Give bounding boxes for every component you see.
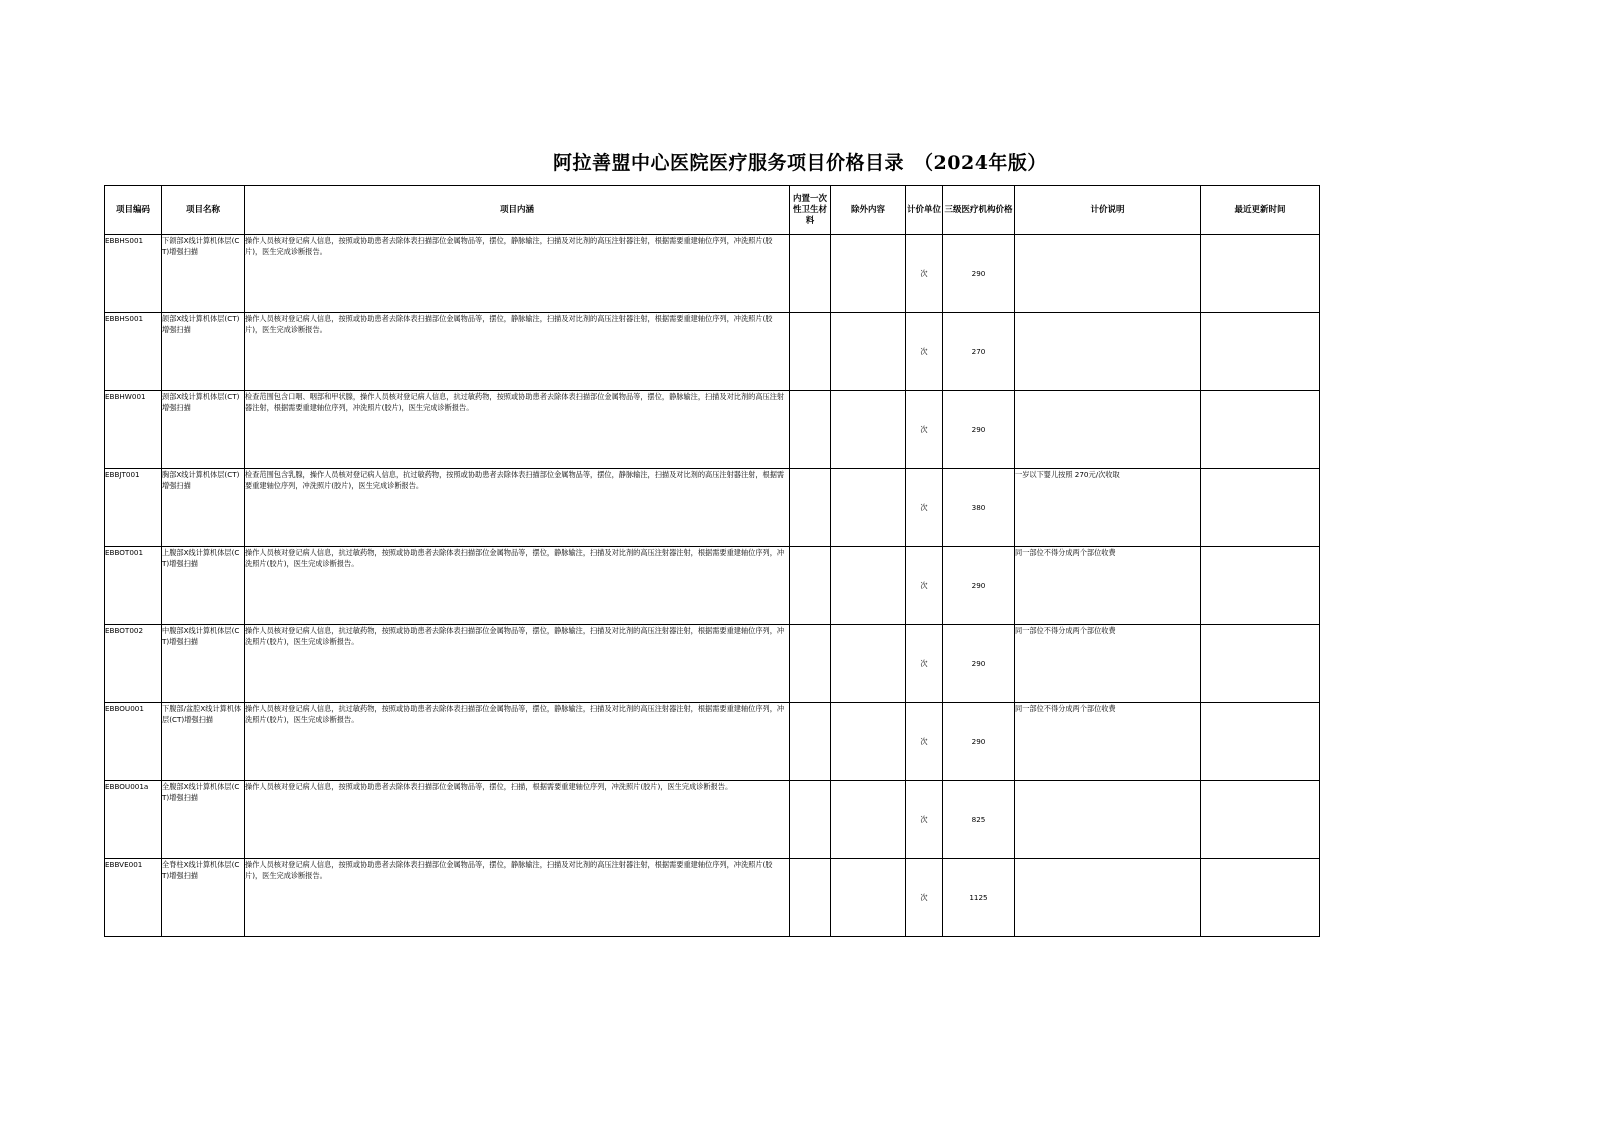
cell-content: 检查范围包含乳腺，操作人员核对登记病人信息，抗过敏药物，按照或协助患者去除体表扫描部位金属物品等，摆位，静脉输注，扫描及对比剂的高压注射器注射，根据需要重建轴位序列，冲洗照片(胶片)，医生完成诊断报告。 — [245, 469, 790, 547]
cell-content: 操作人员核对登记病人信息，抗过敏药物，按照或协助患者去除体表扫描部位金属物品等，摆位，静脉输注，扫描及对比剂的高压注射器注射，根据需要重建轴位序列，冲洗照片(胶片)，医生完成诊断报告。 — [245, 625, 790, 703]
header-exclusion: 除外内容 — [831, 186, 906, 235]
cell-unit: 次 — [906, 313, 943, 391]
table-header-row — [105, 186, 1320, 235]
cell-unit: 次 — [906, 391, 943, 469]
cell-updated — [1201, 235, 1320, 313]
cell-code: EBBJT001 — [105, 469, 162, 547]
cell-code: EBBOU001a — [105, 781, 162, 859]
cell-disposable — [790, 391, 831, 469]
cell-note — [1015, 391, 1201, 469]
cell-content: 操作人员核对登记病人信息，按照或协助患者去除体表扫描部位金属物品等，摆位，静脉输注，扫描及对比剂的高压注射器注射，根据需要重建轴位序列，冲洗照片(胶片)，医生完成诊断报告。 — [245, 859, 790, 937]
cell-updated — [1201, 547, 1320, 625]
price-table — [104, 185, 1320, 937]
header-price: 三级医疗机构价格 — [943, 186, 1015, 235]
table-row — [105, 391, 1320, 469]
cell-name: 中腹部X线计算机体层(CT)增强扫描 — [162, 625, 245, 703]
cell-disposable — [790, 859, 831, 937]
cell-exclusion — [831, 625, 906, 703]
table-row — [105, 703, 1320, 781]
cell-price: 1125 — [943, 859, 1015, 937]
cell-content: 操作人员核对登记病人信息，抗过敏药物，按照或协助患者去除体表扫描部位金属物品等，摆位，静脉输注，扫描及对比剂的高压注射器注射，根据需要重建轴位序列，冲洗照片(胶片)，医生完成诊断报告。 — [245, 547, 790, 625]
cell-price: 290 — [943, 547, 1015, 625]
cell-price: 380 — [943, 469, 1015, 547]
table-row — [105, 469, 1320, 547]
cell-unit: 次 — [906, 625, 943, 703]
table-row — [105, 625, 1320, 703]
cell-name: 颈部X线计算机体层(CT)增强扫描 — [162, 391, 245, 469]
cell-unit: 次 — [906, 781, 943, 859]
cell-code: EBBHS001 — [105, 235, 162, 313]
cell-exclusion — [831, 469, 906, 547]
cell-disposable — [790, 235, 831, 313]
cell-disposable — [790, 625, 831, 703]
table-row — [105, 313, 1320, 391]
header-name: 项目名称 — [162, 186, 245, 235]
cell-disposable — [790, 703, 831, 781]
cell-updated — [1201, 781, 1320, 859]
cell-price: 270 — [943, 313, 1015, 391]
cell-code: EBBHW001 — [105, 391, 162, 469]
cell-name: 全腹部X线计算机体层(CT)增强扫描 — [162, 781, 245, 859]
cell-note — [1015, 781, 1201, 859]
cell-price: 825 — [943, 781, 1015, 859]
cell-content: 操作人员核对登记病人信息，按照或协助患者去除体表扫描部位金属物品等，摆位，静脉输注，扫描及对比剂的高压注射器注射，根据需要重建轴位序列，冲洗照片(胶片)，医生完成诊断报告。 — [245, 235, 790, 313]
cell-note: 一岁以下婴儿按照 270元/次收取 — [1015, 469, 1201, 547]
header-unit: 计价单位 — [906, 186, 943, 235]
document-title: 阿拉善盟中心医院医疗服务项目价格目录 （2024年版） — [553, 152, 1047, 174]
cell-name: 下腹部/盆腔X线计算机体层(CT)增强扫描 — [162, 703, 245, 781]
cell-price: 290 — [943, 391, 1015, 469]
cell-note: 同一部位不得分成两个部位收费 — [1015, 625, 1201, 703]
cell-disposable — [790, 781, 831, 859]
cell-exclusion — [831, 781, 906, 859]
cell-unit: 次 — [906, 469, 943, 547]
cell-content: 操作人员核对登记病人信息，按照或协助患者去除体表扫描部位金属物品等，摆位，静脉输注，扫描及对比剂的高压注射器注射，根据需要重建轴位序列，冲洗照片(胶片)，医生完成诊断报告。 — [245, 313, 790, 391]
cell-unit: 次 — [906, 703, 943, 781]
cell-code: EBBOT002 — [105, 625, 162, 703]
header-content: 项目内涵 — [245, 186, 790, 235]
cell-price: 290 — [943, 703, 1015, 781]
header-updated: 最近更新时间 — [1201, 186, 1320, 235]
cell-updated — [1201, 625, 1320, 703]
cell-content: 检查范围包含口咽、咽部和甲状腺，操作人员核对登记病人信息，抗过敏药物，按照或协助患者去除体表扫描部位金属物品等，摆位，静脉输注，扫描及对比剂的高压注射器注射，根据需要重建轴位序列，冲洗照片(胶片)，医生完成诊断报告。 — [245, 391, 790, 469]
cell-name: 上腹部X线计算机体层(CT)增强扫描 — [162, 547, 245, 625]
cell-content: 操作人员核对登记病人信息，按照或协助患者去除体表扫描部位金属物品等，摆位，扫描，根据需要重建轴位序列，冲洗照片(胶片)，医生完成诊断报告。 — [245, 781, 790, 859]
cell-code: EBBOU001 — [105, 703, 162, 781]
header-note: 计价说明 — [1015, 186, 1201, 235]
cell-note — [1015, 313, 1201, 391]
cell-name: 全脊柱X线计算机体层(CT)增强扫描 — [162, 859, 245, 937]
cell-unit: 次 — [906, 859, 943, 937]
cell-note: 同一部位不得分成两个部位收费 — [1015, 547, 1201, 625]
cell-exclusion — [831, 859, 906, 937]
cell-code: EBBVE001 — [105, 859, 162, 937]
cell-exclusion — [831, 703, 906, 781]
cell-updated — [1201, 469, 1320, 547]
cell-disposable — [790, 547, 831, 625]
cell-updated — [1201, 703, 1320, 781]
header-disposable: 内置一次性卫生材料 — [790, 186, 831, 235]
cell-price: 290 — [943, 235, 1015, 313]
cell-exclusion — [831, 313, 906, 391]
cell-note — [1015, 859, 1201, 937]
cell-updated — [1201, 313, 1320, 391]
cell-disposable — [790, 469, 831, 547]
cell-exclusion — [831, 235, 906, 313]
table-row — [105, 235, 1320, 313]
cell-name: 下颌部X线计算机体层(CT)增强扫描 — [162, 235, 245, 313]
cell-note: 同一部位不得分成两个部位收费 — [1015, 703, 1201, 781]
cell-unit: 次 — [906, 235, 943, 313]
table-row — [105, 547, 1320, 625]
header-code: 项目编码 — [105, 186, 162, 235]
cell-updated — [1201, 859, 1320, 937]
cell-content: 操作人员核对登记病人信息，抗过敏药物，按照或协助患者去除体表扫描部位金属物品等，摆位，静脉输注，扫描及对比剂的高压注射器注射，根据需要重建轴位序列，冲洗照片(胶片)，医生完成诊断报告。 — [245, 703, 790, 781]
cell-code: EBBOT001 — [105, 547, 162, 625]
cell-exclusion — [831, 391, 906, 469]
cell-updated — [1201, 391, 1320, 469]
cell-unit: 次 — [906, 547, 943, 625]
cell-note — [1015, 235, 1201, 313]
cell-exclusion — [831, 547, 906, 625]
cell-code: EBBHS001 — [105, 313, 162, 391]
cell-name: 胸部X线计算机体层(CT)增强扫描 — [162, 469, 245, 547]
cell-disposable — [790, 313, 831, 391]
cell-name: 颌部X线计算机体层(CT)增强扫描 — [162, 313, 245, 391]
cell-price: 290 — [943, 625, 1015, 703]
table-row — [105, 859, 1320, 937]
table-row — [105, 781, 1320, 859]
